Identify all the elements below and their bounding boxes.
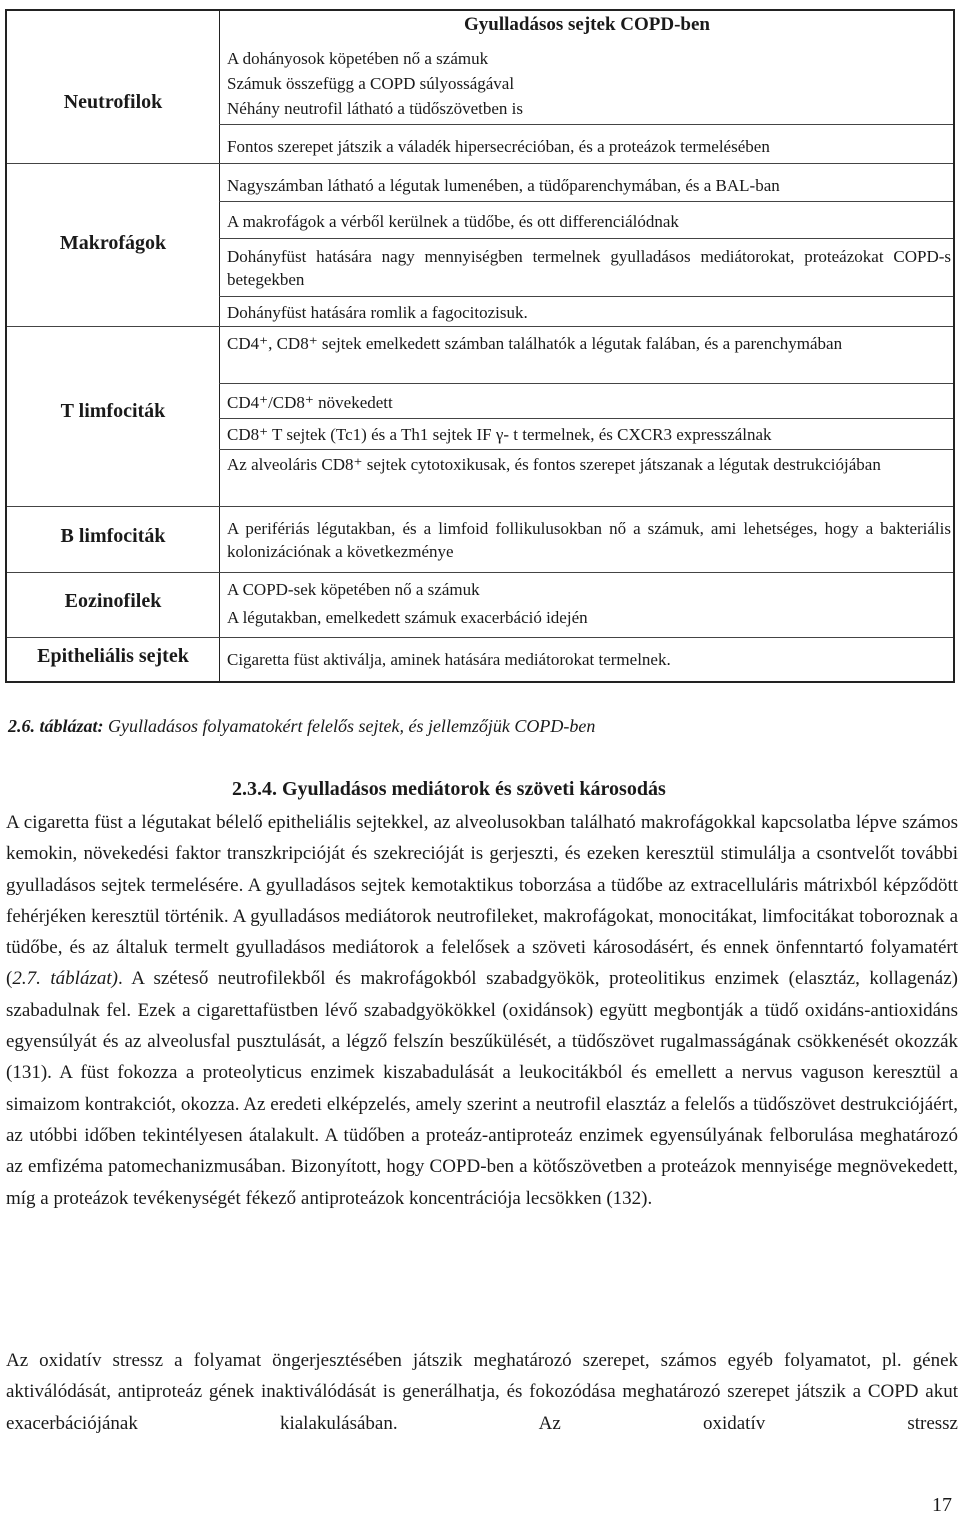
row-divider — [7, 572, 953, 573]
paragraph1-part-a: A cigaretta füst a légutakat bélelő epitheliális sejtekkel, az alveolusokban található makrofágokkal kapcsolatba lépve számos kemokin, növekedési faktor transzkripcióját és szekrecióját is gerjeszti, és ezeken keresztül stimulálja a csontvelőt további gyulladásos sejtek termelésére. A gyulladásos sejtek kemotaktikus toborzása a tüdőbe az extracelluláris mátrixból képződött fehérjéken keresztül történik. A gyulladásos mediátorok neutrofileket, makrofágokat, monocitákat, limfocitákat toboroznak a tüdőbe, és az általuk termelt gyulladásos mediátorok a felelősek a szöveti károsodásért, és ennek önfenntartó folyamatért ( — [6, 812, 958, 990]
page-number: 17 — [932, 1494, 952, 1516]
row-divider — [219, 124, 953, 125]
makrofag-line-3: Dohányfüst hatására nagy mennyiségben termelnek gyulladásos mediátorokat, proteázokat COPD-s betegekben — [227, 247, 951, 289]
table-caption — [8, 716, 595, 737]
table-reference: 2.7. táblázat) — [12, 968, 118, 990]
copd-cell-table — [5, 9, 955, 683]
tlimfocita-line-4: Az alveoláris CD8⁺ sejtek cytotoxikusak, és fontos szerepet játszanak a légutak destrukciójában — [227, 455, 881, 474]
row-divider — [219, 296, 953, 297]
neutrofil-line-1: A dohányosok köpetében nő a számuk — [227, 49, 489, 68]
table-header: Gyulladásos sejtek COPD-ben — [464, 14, 710, 35]
row-divider — [7, 506, 953, 507]
body-paragraph-1 — [6, 807, 958, 1214]
section-title: 2.3.4. Gyulladásos mediátorok és szöveti károsodás — [232, 778, 666, 800]
row-label-epithelialis-sejtek: Epitheliális sejtek — [37, 645, 189, 667]
epithelialis-line-1: Cigaretta füst aktiválja, aminek hatására mediátorokat termelnek. — [227, 650, 671, 669]
row-label-neutrofilok: Neutrofilok — [63, 91, 163, 113]
body-paragraph-2: Az oxidatív stressz a folyamat öngerjesztésében játszik meghatározó szerepet, számos egyéb folyamatot, pl. gének aktiválódását, antiproteáz gének inaktiválódását is generálhatja, és fokozódása meghatározó szerepet játszik a COPD akut exacerbációjának kialakulásában. Az oxidatív stressz — [6, 1350, 958, 1434]
row-divider — [7, 637, 953, 638]
row-divider — [219, 418, 953, 419]
caption-text: Gyulladásos folyamatokért felelős sejtek, és jellemzőjük COPD-ben — [103, 716, 596, 736]
row-divider — [219, 238, 953, 239]
makrofag-line-1: Nagyszámban látható a légutak lumenében, a tüdőparenchymában, és a BAL-ban — [227, 176, 780, 195]
tlimfocita-line-3: CD8⁺ T sejtek (Tc1) és a Th1 sejtek IF γ- t termelnek, és CXCR3 expresszálnak — [227, 425, 772, 444]
eozinofil-line-1: A COPD-sek köpetében nő a számuk — [227, 580, 480, 599]
paragraph1-part-b: . A széteső neutrofilekből és makrofágokból szabadgyökök, proteolitikus enzimek (elasztáz, kollagenáz) szabadulnak fel. Ezek a cigarettafüstben lévő szabadgyökökkel (oxidánsok) együtt megbontják a tüdő oxidáns-antioxidáns egyensúlyát és az alveolusfal pusztulását, a légző felszín beszűkülését, a tüdőszövet rugalmasságának csökkenését okozzák (131). A füst fokozza a proteolyticus enzimek kiszabadulását a leukocitákból és emellett a nervus vaguson keresztül a simaizom kontrakciót, okozza. Az eredeti elképzelés, amely szerint a neutrofil elasztáz a felelős a tüdőszövet destrukciójáért, az utóbbi időben tekintélyesen átalakult. A tüdőben a proteáz-antiproteáz enzimek egyensúlyának felborulása meghatározó az emfizéma patomechanizmusában. Bizonyított, hogy COPD-ben a kötőszövetben a proteázok mennyisége megnövekedett, míg a proteázok tevékenységét fékező antiproteázok koncentrációja lecsökken (132). — [6, 968, 958, 1209]
column-divider — [219, 11, 220, 681]
neutrofil-line-4: Fontos szerepet játszik a váladék hipersecrécióban, és a proteázok termelésében — [227, 137, 770, 156]
row-label-makrofagok: Makrofágok — [59, 232, 167, 254]
tlimfocita-line-1: CD4⁺, CD8⁺ sejtek emelkedett számban találhatók a légutak falában, és a parenchymában — [227, 334, 843, 353]
row-divider — [219, 449, 953, 450]
row-divider — [219, 201, 953, 202]
eozinofil-line-2: A légutakban, emelkedett számuk exacerbáció idején — [227, 608, 588, 627]
blimfocita-line-1: A perifériás légutakban, és a limfoid follikulusokban nő a számuk, ami lehetséges, hogy a bakteriális kolonizációnak a következménye — [227, 519, 951, 561]
tlimfocita-line-2: CD4⁺/CD8⁺ növekedett — [227, 393, 393, 412]
row-label-t-limfocitak: T limfociták — [60, 400, 166, 422]
row-label-b-limfocitak: B limfociták — [60, 525, 166, 547]
row-divider — [7, 163, 953, 164]
makrofag-line-2: A makrofágok a vérből kerülnek a tüdőbe, és ott differenciálódnak — [227, 212, 679, 231]
row-divider — [7, 326, 953, 327]
row-label-eozinofilek: Eozinofilek — [64, 590, 162, 612]
caption-number: 2.6. táblázat: — [8, 716, 104, 736]
makrofag-line-4: Dohányfüst hatására romlik a fagocitozisuk. — [227, 303, 528, 322]
neutrofil-line-3: Néhány neutrofil látható a tüdőszövetben is — [227, 99, 523, 118]
row-divider — [219, 383, 953, 384]
neutrofil-line-2: Számuk összefügg a COPD súlyosságával — [227, 74, 515, 93]
